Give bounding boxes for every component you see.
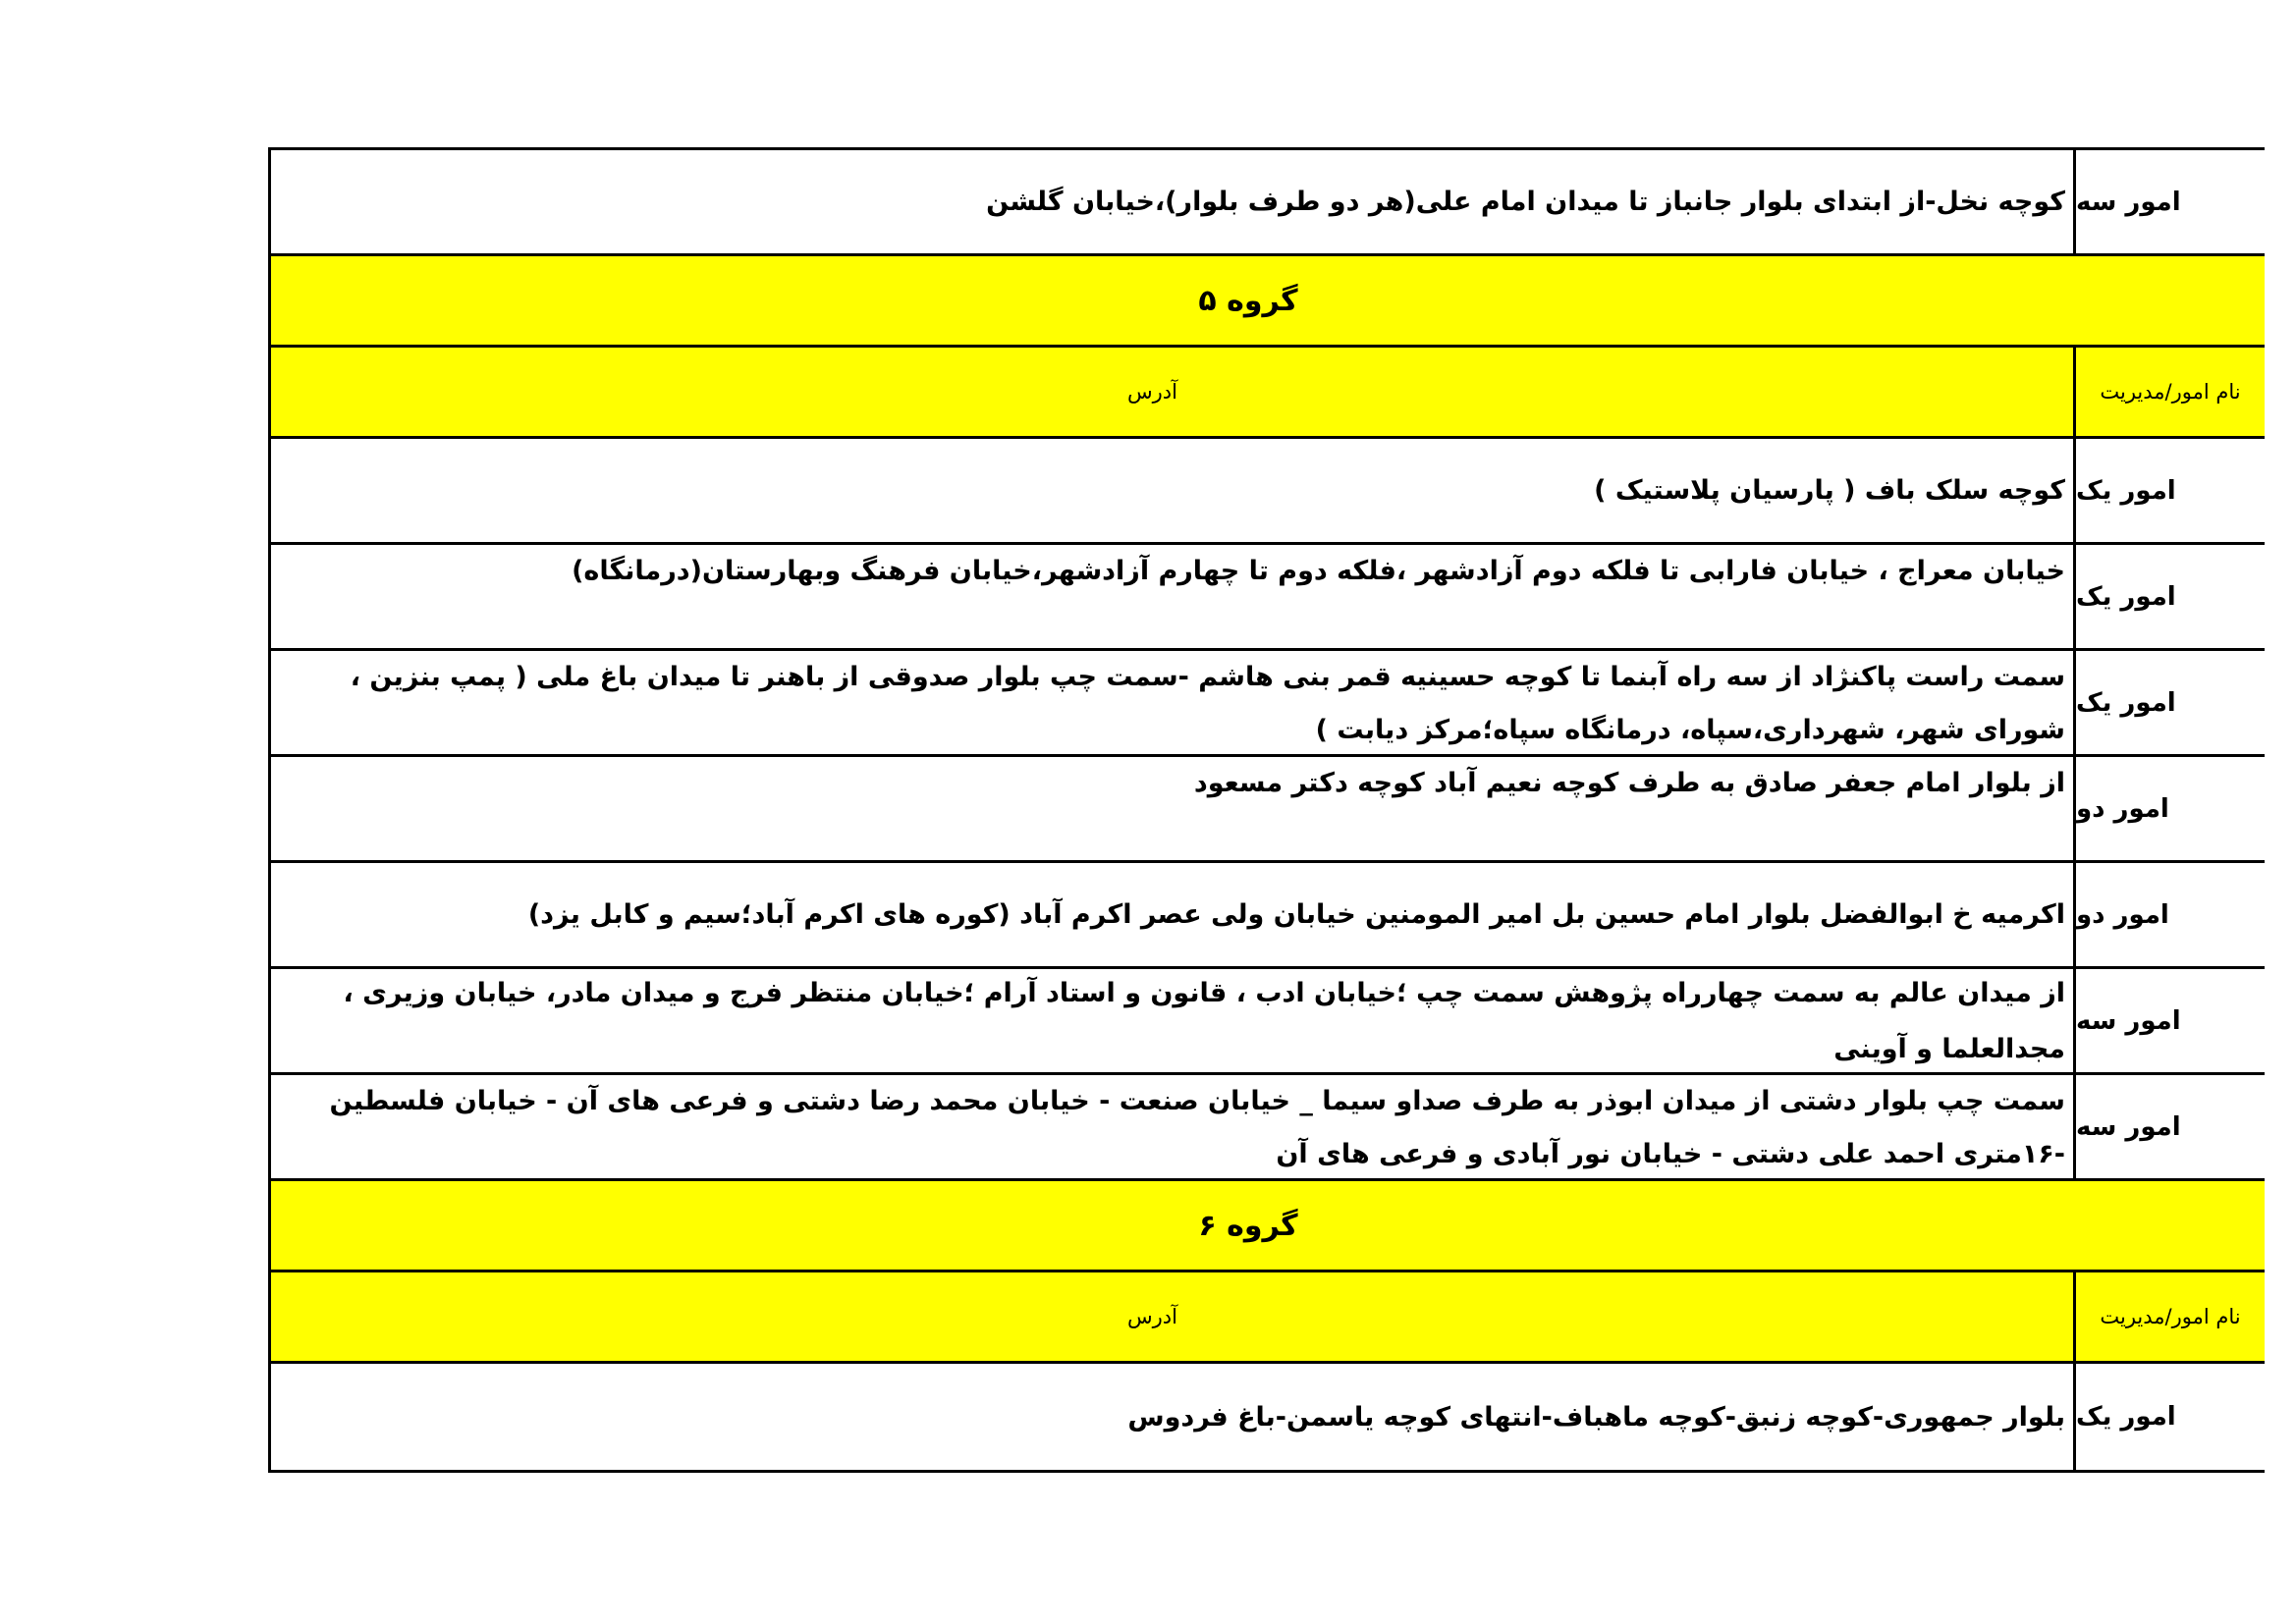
group-5-title-row: [271, 256, 2265, 348]
management-cell: امور سه: [2073, 150, 2265, 253]
table-row: [271, 651, 2265, 757]
address-column-header: [271, 348, 2073, 436]
address-cell: از بلوار امام جعفر صادق به طرف کوچه نعیم آباد کوچه دکتر مسعود: [1193, 768, 2065, 798]
table-row: [271, 757, 2265, 863]
address-text: کوچه سلک باف ( پارسیان پلاستیک ): [1594, 475, 2065, 506]
address-text: از میدان عالم به سمت چهارراه پژوهش سمت چپ ؛خیابان ادب ، قانون و استاد آرام ؛خیابان منتظر فرج و میدان مادر، خیابان وزیری ، مجدالعلما و آوینی: [343, 977, 2065, 1064]
management-cell: امور سه: [2073, 969, 2265, 1072]
address-cell: [271, 439, 2073, 542]
table-row: [271, 439, 2265, 545]
table-row: [271, 1364, 2265, 1470]
management-cell: امور دو: [2073, 757, 2265, 860]
address-cell: [271, 863, 2073, 966]
table-row: [271, 150, 2265, 256]
address-text: اکرمیه خ ابوالفضل بلوار امام حسین بل امیر المومنین خیابان ولی عصر اکرم آباد (کوره های اکرم آباد؛سیم و کابل یزد): [527, 899, 2065, 930]
management-column-header: نام امور/مدیریت: [2073, 1272, 2265, 1361]
group-5-column-headers: [271, 348, 2265, 439]
address-cell: [271, 150, 2073, 253]
address-cell: سمت چپ بلوار دشتی از میدان ابوذر به طرف صداو سیما _ خیابان صنعت - خیابان محمد رضا دشتی و فرعی های آن - خیابان فلسطین -۱۶متری احمد علی دشتی - خیابان نور آبادی و فرعی های آن: [329, 1086, 2065, 1169]
address-cell: [271, 969, 2073, 1072]
address-text: بلوار جمهوری-کوچه زنبق-کوچه ماهباف-انتهای کوچه یاسمن-باغ فردوس: [1127, 1401, 2065, 1433]
management-cell: امور یک: [2073, 439, 2265, 542]
outage-schedule-table: [268, 147, 2265, 1473]
management-column-header: نام امور/مدیریت: [2073, 348, 2265, 436]
management-cell: امور سه: [2073, 1075, 2265, 1178]
management-cell: امور دو: [2073, 863, 2265, 966]
address-header-text: آدرس: [1127, 379, 1177, 404]
table-row: [271, 1075, 2265, 1181]
address-cell: خیابان معراج ، خیابان فارابی تا فلکه دوم آزادشهر ،فلکه دوم تا چهارم آزادشهر،خیابان فرهنگ وبهارستان(درمانگاه): [572, 556, 2065, 586]
management-cell: امور یک: [2073, 651, 2265, 754]
table-row: [271, 545, 2265, 651]
address-cell: سمت راست پاکنژاد از سه راه آبنما تا کوچه حسینیه قمر بنی هاشم -سمت چپ بلوار صدوقی از باهنر تا میدان باغ ملی ( پمپ بنزین ، شورای شهر، شهرداری،سپاه، درمانگاه سپاه؛مرکز دیابت ): [350, 662, 2065, 745]
group-6-title-row: [271, 1181, 2265, 1272]
address-header-text: آدرس: [1127, 1304, 1177, 1328]
group-6-column-headers: [271, 1272, 2265, 1364]
group-title: گروه ۶: [1198, 1208, 1298, 1243]
management-cell: امور یک: [2073, 545, 2265, 648]
table-row: [271, 863, 2265, 969]
address-cell: [271, 1364, 2073, 1470]
address-column-header: [271, 1272, 2073, 1361]
management-cell: امور یک: [2073, 1364, 2265, 1470]
table-row: [271, 969, 2265, 1075]
group-title: گروه ۵: [1198, 283, 1298, 318]
address-text: کوچه نخل-از ابتدای بلوار جانباز تا میدان امام علی(هر دو طرف بلوار)،خیابان گلشن: [986, 187, 2065, 217]
